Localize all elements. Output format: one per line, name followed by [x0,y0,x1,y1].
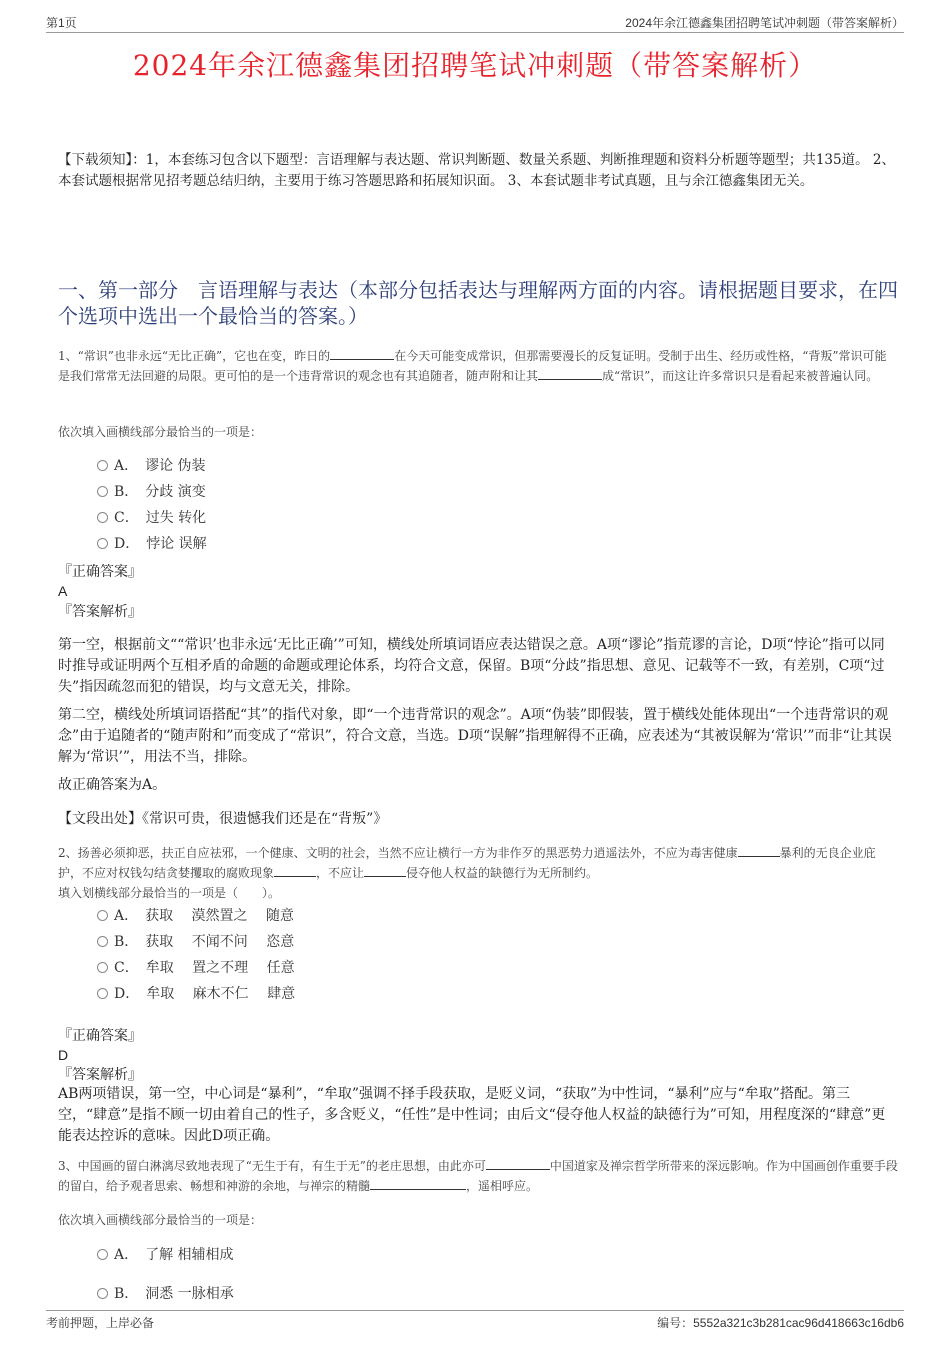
question-2-stem: 2、扬善必须抑恶，扶正自应祛邪，一个健康、文明的社会，当然不应让横行一方为非作歹的黑恶势力逍遥法外，不应为毒害健康 暴利的无良企业庇护，不应对权钱勾结贪婪攫取的腐败现象 ，不应让 侵夺他人权益的缺德行为无所制约。 [58,846,876,880]
document-title: 2024年余江德鑫集团招聘笔试冲刺题（带答案解析） [132,49,818,82]
q3-option-b[interactable]: B． 洞悉 一脉相承 [97,1284,234,1304]
question-1-prompt: 依次填入画横线部分最恰当的一项是： [58,425,263,439]
page-number: 第1页 [46,16,77,30]
q2-option-a[interactable]: A． 获取 漠然置之 随意 [97,906,294,926]
q2-answer: D [58,1047,69,1063]
q1-option-a[interactable]: A． 谬论 伪装 [97,456,206,476]
q1-option-b[interactable]: B． 分歧 演变 [97,482,206,502]
download-notice: 【下载须知】：1，本套练习包含以下题型：言语理解与表达题、常识判断题、数量关系题、判断推理题和资料分析题等题型；共135道。 2、本套试题根据常见招考题总结归纳，主要用于练习答题思路和拓展知识面。 3、本套试题非考试真题，且与余江德鑫集团无关。 [58,152,895,189]
radio-icon[interactable] [97,1249,108,1260]
question-3-prompt: 依次填入画横线部分最恰当的一项是： [58,1213,263,1227]
footer-code: 编号：5552a321c3b281cac96d418663c16db6 [657,1316,904,1330]
q1-analysis-2: 第二空，横线处所填词语搭配“其”的指代对象，即“一个违背常识的观念”。A项“伪装”即假装，置于横线处能体现出“一个违背常识的观念”由于追随者的“随声附和”而变成了“常识”，符合文意，当选。D项“误解”指理解得不正确，应表述为“其被误解为‘常识’”而非“让其误解为‘常识’”，用法不当，排除。 [58,707,892,765]
radio-icon[interactable] [97,910,108,921]
blank-1 [486,1169,550,1170]
q1-analysis-1: 第一空，根据前文““常识’也非永远‘无比正确’”可知，横线处所填词语应表达错误之意。A项“谬论”指荒谬的言论，D项“悖论”指可以同时推导或证明两个互相矛盾的命题的命题或理论体系，均符合文意，保留。B项“分歧”指思想、意见、记载等不一致，有差别，C项“过失”指因疏忽而犯的错误，均与文意无关，排除。 [58,637,885,695]
blank-2 [274,876,316,877]
q1-source: 【文段出处】《常识可贵，很遗憾我们还是在“背叛”》 [58,811,388,827]
footer-slogan: 考前押题，上岸必备 [46,1316,155,1330]
blank-3 [364,876,406,877]
q2-option-b[interactable]: B． 获取 不闻不问 恣意 [97,932,294,952]
question-3-stem: 3、中国画的留白淋漓尽致地表现了“无生于有，有生于无”的老庄思想，由此亦可 中国道家及禅宗哲学所带来的深远影响。作为中国画创作重要手段的留白，给予观者思索、畅想和神游的余地，与禅宗的精髓 ，遥相呼应。 [58,1159,898,1193]
question-2-prompt: 填入划横线部分最恰当的一项是（ ）。 [58,886,281,900]
q2-option-d[interactable]: D． 牟取 麻木不仁 肆意 [97,984,295,1004]
blank-1 [330,359,394,360]
header-doc-title: 2024年余江德鑫集团招聘笔试冲刺题（带答案解析） [625,16,904,30]
q1-answer: A [58,583,68,599]
blank-2 [538,379,602,380]
radio-icon[interactable] [97,988,108,999]
radio-icon[interactable] [97,538,108,549]
q2-option-c[interactable]: C． 牟取 置之不理 任意 [97,958,295,978]
q3-option-a[interactable]: A． 了解 相辅相成 [97,1245,234,1265]
radio-icon[interactable] [97,460,108,471]
radio-icon[interactable] [97,936,108,947]
q1-conclusion: 故正确答案为A。 [58,777,167,793]
radio-icon[interactable] [97,512,108,523]
q1-analysis-label: 『答案解析』 [58,604,142,620]
blank-2 [370,1189,466,1190]
q1-option-d[interactable]: D． 悖论 误解 [97,534,207,554]
blank-1 [738,856,780,857]
header-rule [46,32,904,33]
footer-rule [46,1310,904,1311]
q1-option-c[interactable]: C． 过失 转化 [97,508,206,528]
question-1-stem: 1、“常识”也非永远“无比正确”，它也在变，昨日的 在今天可能变成常识，但那需要漫长的反复证明。受制于出生、经历或性格，“背叛”常识可能是我们常常无法回避的局限。更可怕的是一个违背常识的观念也有其追随者，随声附和让其 成“常识”，而这让许多常识只是看起来被普遍认同。 [58,349,887,383]
q2-analysis-label: 『答案解析』 [58,1067,142,1083]
section-heading: 一、第一部分 言语理解与表达（本部分包括表达与理解两方面的内容。请根据题目要求，在四个选项中选出一个最恰当的答案。） [58,278,898,328]
radio-icon[interactable] [97,962,108,973]
q2-answer-label: 『正确答案』 [58,1028,142,1044]
radio-icon[interactable] [97,486,108,497]
q1-answer-label: 『正确答案』 [58,564,142,580]
q2-analysis: AB两项错误，第一空，中心词是“暴利”，“牟取”强调不择手段获取，是贬义词，“获取”为中性词，“暴利”应与“牟取”搭配。第三空，“肆意”是指不顾一切由着自己的性子，多含贬义，“任性”是中性词；由后文“侵夺他人权益的缺德行为”可知，用程度深的“肆意”更能表达控诉的意味。因此D项正确。 [58,1086,886,1144]
radio-icon[interactable] [97,1288,108,1299]
